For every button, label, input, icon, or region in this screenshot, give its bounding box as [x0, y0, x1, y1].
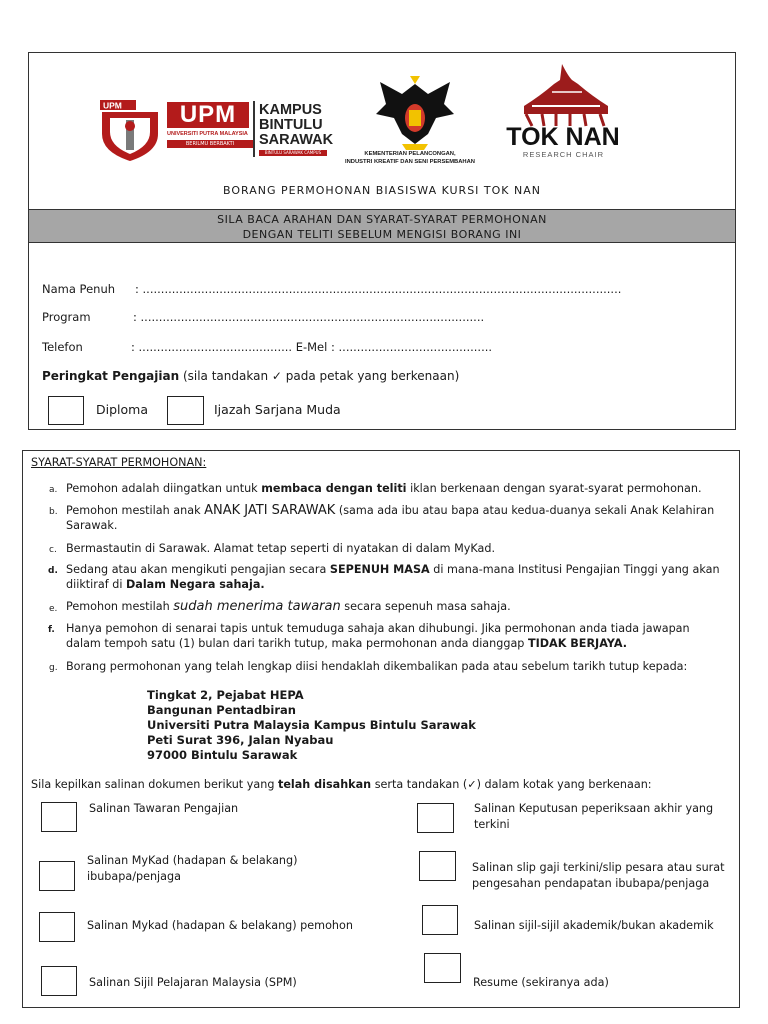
- item-a-text: [66, 481, 726, 496]
- doc-label-certificates: Salinan sijil-sijil akademik/bukan akademik: [474, 919, 714, 932]
- study-level-instruction: (sila tandakan ✓ pada petak yang berkenaan): [182, 369, 460, 383]
- upm-small-text: UPM: [103, 100, 122, 111]
- attach-instruction: [31, 777, 731, 792]
- doc-checkbox-salary-slip[interactable]: [419, 851, 456, 881]
- toknan-subtitle: RESEARCH CHAIR: [522, 150, 604, 159]
- requirements-heading: SYARAT-SYARAT PERMOHONAN:: [31, 456, 207, 469]
- address-line: Tingkat 2, Pejabat HEPA: [147, 688, 304, 702]
- notice-line-2: DENGAN TELITI SEBELUM MENGISI BORANG INI: [242, 228, 522, 241]
- item-d-pre: Sedang atau akan mengikuti pengajian secara: [66, 563, 330, 576]
- upm-crest-logo: [100, 100, 160, 162]
- item-b-pre: Pemohon mestilah anak: [66, 504, 205, 517]
- item-d-bold2: Dalam Negara sahaja.: [126, 578, 265, 591]
- toknan-title: TOK NAN: [506, 123, 620, 151]
- study-level-label: Peringkat Pengajian: [42, 369, 180, 383]
- doc-checkbox-parent-mykad[interactable]: [39, 861, 75, 891]
- return-address: [147, 688, 476, 763]
- upm-subtitle: UNIVERSITI PUTRA MALAYSIA: [167, 131, 248, 137]
- item-f-text: [66, 621, 726, 651]
- ministry-name: [336, 151, 484, 166]
- attach-post: serta tandakan (✓) dalam kotak yang berkenaan:: [371, 778, 652, 791]
- address-line: Universiti Putra Malaysia Kampus Bintulu Sarawak: [147, 718, 476, 732]
- campus-line-1: KAMPUS: [259, 102, 322, 118]
- program-label: Program: [42, 310, 91, 324]
- campus-name: [259, 103, 333, 148]
- campus-line-3: SARAWAK: [259, 132, 334, 148]
- item-c-letter: c.: [49, 545, 57, 555]
- item-b-letter: b.: [49, 507, 58, 517]
- doc-label-spm: Salinan Sijil Pelajaran Malaysia (SPM): [89, 976, 297, 989]
- item-e-post: secara sepenuh masa sahaja.: [340, 600, 511, 613]
- doc-checkbox-certificates[interactable]: [422, 905, 458, 935]
- ministry-line-2: INDUSTRI KREATIF DAN SENI PERSEMBAHAN: [344, 158, 475, 165]
- doc-label-salary-slip: Salinan slip gaji terkini/slip pesara atau surat pengesahan pendapatan ibubapa/penjaga: [472, 861, 725, 890]
- doc-label-offer-letter: Salinan Tawaran Pengajian: [89, 802, 239, 815]
- item-d-bold: SEPENUH MASA: [329, 563, 430, 576]
- item-a-pre: Pemohon adalah diingatkan untuk: [66, 482, 262, 495]
- diploma-checkbox[interactable]: [48, 396, 84, 425]
- phone-label: Telefon: [42, 340, 83, 354]
- name-label: Nama Penuh: [42, 282, 116, 296]
- item-a-post: iklan berkenaan dengan syarat-syarat permohonan.: [406, 482, 702, 495]
- logo-divider: [253, 101, 255, 157]
- doc-label-applicant-mykad: Salinan Mykad (hadapan & belakang) pemohon: [87, 919, 353, 932]
- item-c-text: Bermastautin di Sarawak. Alamat tetap seperti di nyatakan di dalam MyKad.: [66, 542, 496, 555]
- diploma-label: Diploma: [96, 402, 148, 417]
- item-g-letter: g.: [49, 663, 58, 673]
- doc-checkbox-exam-results[interactable]: [417, 803, 454, 833]
- doc-label-parent-mykad: Salinan MyKad (hadapan & belakang) ibubapa/penjaga: [87, 854, 298, 883]
- form-title: BORANG PERMOHONAN BIASISWA KURSI TOK NAN: [223, 184, 541, 197]
- program-field[interactable]: : ..............................................................................................: [133, 310, 485, 324]
- name-field[interactable]: : ...................................................................................................................................: [135, 282, 622, 296]
- item-f-pre: Hanya pemohon di senarai tapis untuk temuduga sahaja akan dihubungi. Jika permohonan anda tiada jawapan dalam tempoh satu (1) bulan dari tarikh tutup, maka permohonan anda dianggap: [66, 622, 690, 650]
- doc-checkbox-applicant-mykad[interactable]: [39, 912, 75, 942]
- item-b-post: (sama ada ibu atau bapa atau kedua-duanya sekali Anak Kelahiran Sarawak.: [66, 504, 715, 532]
- item-b-text: [66, 503, 726, 533]
- upm-motto: BERILMU BERBAKTI: [167, 140, 253, 148]
- item-d-post: di mana-mana Institusi Pengajian Tinggi yang akan diiktiraf di: [66, 563, 720, 591]
- campus-line-2: BINTULU: [259, 117, 323, 133]
- item-f-bold: TIDAK BERJAYA.: [527, 637, 627, 650]
- doc-label-resume: Resume (sekiranya ada): [473, 976, 609, 989]
- notice-line-1: SILA BACA ARAHAN DAN SYARAT-SYARAT PERMOHONAN: [217, 213, 547, 226]
- item-e-italic: sudah menerima tawaran: [173, 599, 341, 614]
- item-e-text: [66, 599, 726, 614]
- item-a-bold: membaca dengan teliti: [261, 482, 407, 495]
- sarawak-crest-logo: [372, 74, 458, 152]
- ministry-line-1: KEMENTERIAN PELANCONGAN,: [364, 151, 456, 157]
- degree-label: Ijazah Sarjana Muda: [214, 402, 341, 417]
- item-f-letter: f.: [48, 625, 55, 635]
- item-d-text: [66, 562, 726, 592]
- doc-checkbox-offer-letter[interactable]: [41, 802, 77, 832]
- notice-bar: [29, 209, 735, 243]
- item-e-pre: Pemohon mestilah: [66, 600, 174, 613]
- attach-bold: telah disahkan: [277, 778, 372, 791]
- item-a-letter: a.: [49, 485, 58, 495]
- address-line: Bangunan Pentadbiran: [147, 703, 296, 717]
- address-line: Peti Surat 396, Jalan Nyabau: [147, 733, 334, 747]
- doc-checkbox-resume[interactable]: [424, 953, 461, 983]
- attach-pre: Sila kepilkan salinan dokumen berikut yang: [31, 778, 278, 791]
- phone-email-field[interactable]: : .......................................... E-Mel : ..........................................: [131, 340, 493, 354]
- toknan-hat-logo: [512, 62, 620, 128]
- address-line: 97000 Bintulu Sarawak: [147, 748, 298, 762]
- item-b-emph: ANAK JATI SARAWAK: [204, 503, 336, 518]
- campus-sub: BINTULU SARAWAK CAMPUS: [259, 150, 327, 156]
- doc-label-exam-results: Salinan Keputusan peperiksaan akhir yang terkini: [474, 802, 714, 831]
- upm-logo-text: UPM: [179, 101, 237, 128]
- doc-checkbox-spm[interactable]: [41, 966, 77, 996]
- study-level-row: [42, 369, 459, 383]
- item-g-text: Borang permohonan yang telah lengkap diisi hendaklah dikembalikan pada atau sebelum tarikh tutup kepada:: [66, 660, 688, 673]
- upm-logo-box: [167, 102, 249, 128]
- item-d-letter: d.: [48, 566, 58, 576]
- item-e-letter: e.: [49, 604, 58, 614]
- degree-checkbox[interactable]: [167, 396, 204, 425]
